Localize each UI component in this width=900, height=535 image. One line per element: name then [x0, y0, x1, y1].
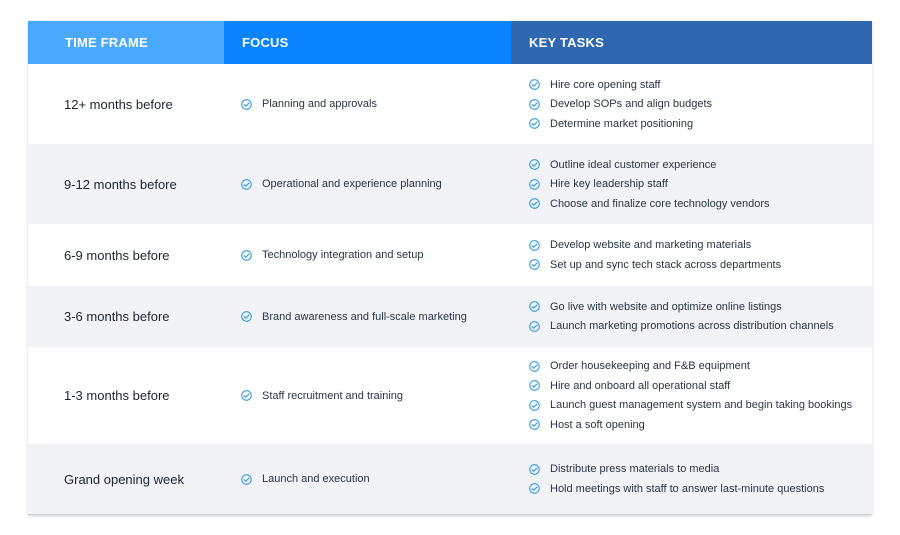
task-label: Hire and onboard all operational staff [550, 379, 731, 392]
time-frame-cell: 12+ months before [64, 96, 173, 112]
check-circle-icon [529, 118, 540, 129]
table-header [28, 21, 872, 64]
task-item [529, 479, 872, 499]
task-label: Set up and sync tech stack across departments [550, 258, 782, 271]
time-frame-cell: 9-12 months before [64, 176, 177, 192]
check-circle-icon [529, 179, 540, 190]
header-focus: FOCUS [224, 21, 511, 64]
check-circle-icon [241, 99, 252, 110]
task-label: Order housekeeping and F&B equipment [550, 360, 750, 373]
focus-cell [224, 473, 511, 485]
task-item [529, 114, 872, 134]
table-row [28, 144, 872, 224]
focus-label: Operational and experience planning [262, 178, 442, 190]
table-row [28, 444, 872, 514]
check-circle-icon [529, 380, 540, 391]
check-circle-icon [529, 259, 540, 270]
task-label: Determine market positioning [550, 117, 694, 130]
time-frame-cell: 6-9 months before [64, 247, 170, 263]
focus-cell [224, 178, 511, 190]
check-circle-icon [529, 79, 540, 90]
focus-label: Technology integration and setup [262, 249, 424, 261]
time-frame-cell: Grand opening week [64, 471, 184, 487]
task-label: Outline ideal customer experience [550, 158, 717, 171]
table-row [28, 224, 872, 286]
task-item [529, 255, 872, 275]
task-label: Launch marketing promotions across distribution channels [550, 320, 834, 333]
key-tasks-cell [511, 297, 872, 336]
table-bottom-border [28, 514, 872, 515]
key-tasks-cell [511, 155, 872, 214]
header-time-frame: TIME FRAME [28, 21, 224, 64]
check-circle-icon [529, 464, 540, 475]
task-item [529, 236, 872, 256]
check-circle-icon [529, 159, 540, 170]
focus-label: Planning and approvals [262, 98, 377, 110]
task-item [529, 376, 872, 396]
check-circle-icon [529, 400, 540, 411]
focus-cell [224, 390, 511, 402]
task-label: Distribute press materials to media [550, 463, 720, 476]
focus-cell [224, 249, 511, 261]
task-label: Develop website and marketing materials [550, 239, 752, 252]
task-item [529, 297, 872, 317]
table-row [28, 347, 872, 444]
task-item [529, 415, 872, 435]
key-tasks-cell [511, 357, 872, 435]
time-frame-cell: 3-6 months before [64, 309, 170, 324]
check-circle-icon [529, 99, 540, 110]
task-label: Hire core opening staff [550, 78, 661, 91]
check-circle-icon [241, 179, 252, 190]
task-label: Hire key leadership staff [550, 178, 668, 190]
check-circle-icon [529, 419, 540, 430]
key-tasks-cell [511, 236, 872, 275]
time-frame-cell: 1-3 months before [64, 388, 170, 403]
focus-label: Staff recruitment and training [262, 389, 404, 402]
focus-label: Launch and execution [262, 473, 370, 485]
table-row [28, 64, 872, 144]
check-circle-icon [241, 250, 252, 261]
check-circle-icon [529, 321, 540, 332]
task-item [529, 460, 872, 480]
focus-cell [224, 98, 511, 110]
task-label: Hold meetings with staff to answer last-minute questions [550, 482, 825, 495]
task-item [529, 194, 872, 214]
key-tasks-cell [511, 460, 872, 499]
key-tasks-cell [511, 75, 872, 134]
check-circle-icon [241, 474, 252, 485]
check-circle-icon [529, 198, 540, 209]
check-circle-icon [241, 390, 252, 401]
focus-label: Brand awareness and full-scale marketing [262, 310, 467, 323]
check-circle-icon [529, 301, 540, 312]
task-item [529, 357, 872, 377]
header-key-tasks: KEY TASKS [511, 21, 872, 64]
check-circle-icon [241, 311, 252, 322]
task-item [529, 174, 872, 194]
check-circle-icon [529, 361, 540, 372]
task-item [529, 396, 872, 416]
table-body [28, 64, 872, 514]
focus-cell [224, 311, 511, 323]
task-item [529, 155, 872, 175]
table-row [28, 286, 872, 347]
check-circle-icon [529, 483, 540, 494]
task-item [529, 75, 872, 95]
task-label: Go live with website and optimize online listings [550, 300, 782, 313]
check-circle-icon [529, 240, 540, 251]
task-label: Develop SOPs and align budgets [550, 98, 713, 110]
task-item [529, 94, 872, 114]
task-item [529, 317, 872, 337]
task-label: Choose and finalize core technology vendors [550, 197, 770, 210]
timeline-table [28, 21, 872, 515]
task-label: Launch guest management system and begin taking bookings [550, 399, 853, 412]
task-label: Host a soft opening [550, 418, 645, 431]
